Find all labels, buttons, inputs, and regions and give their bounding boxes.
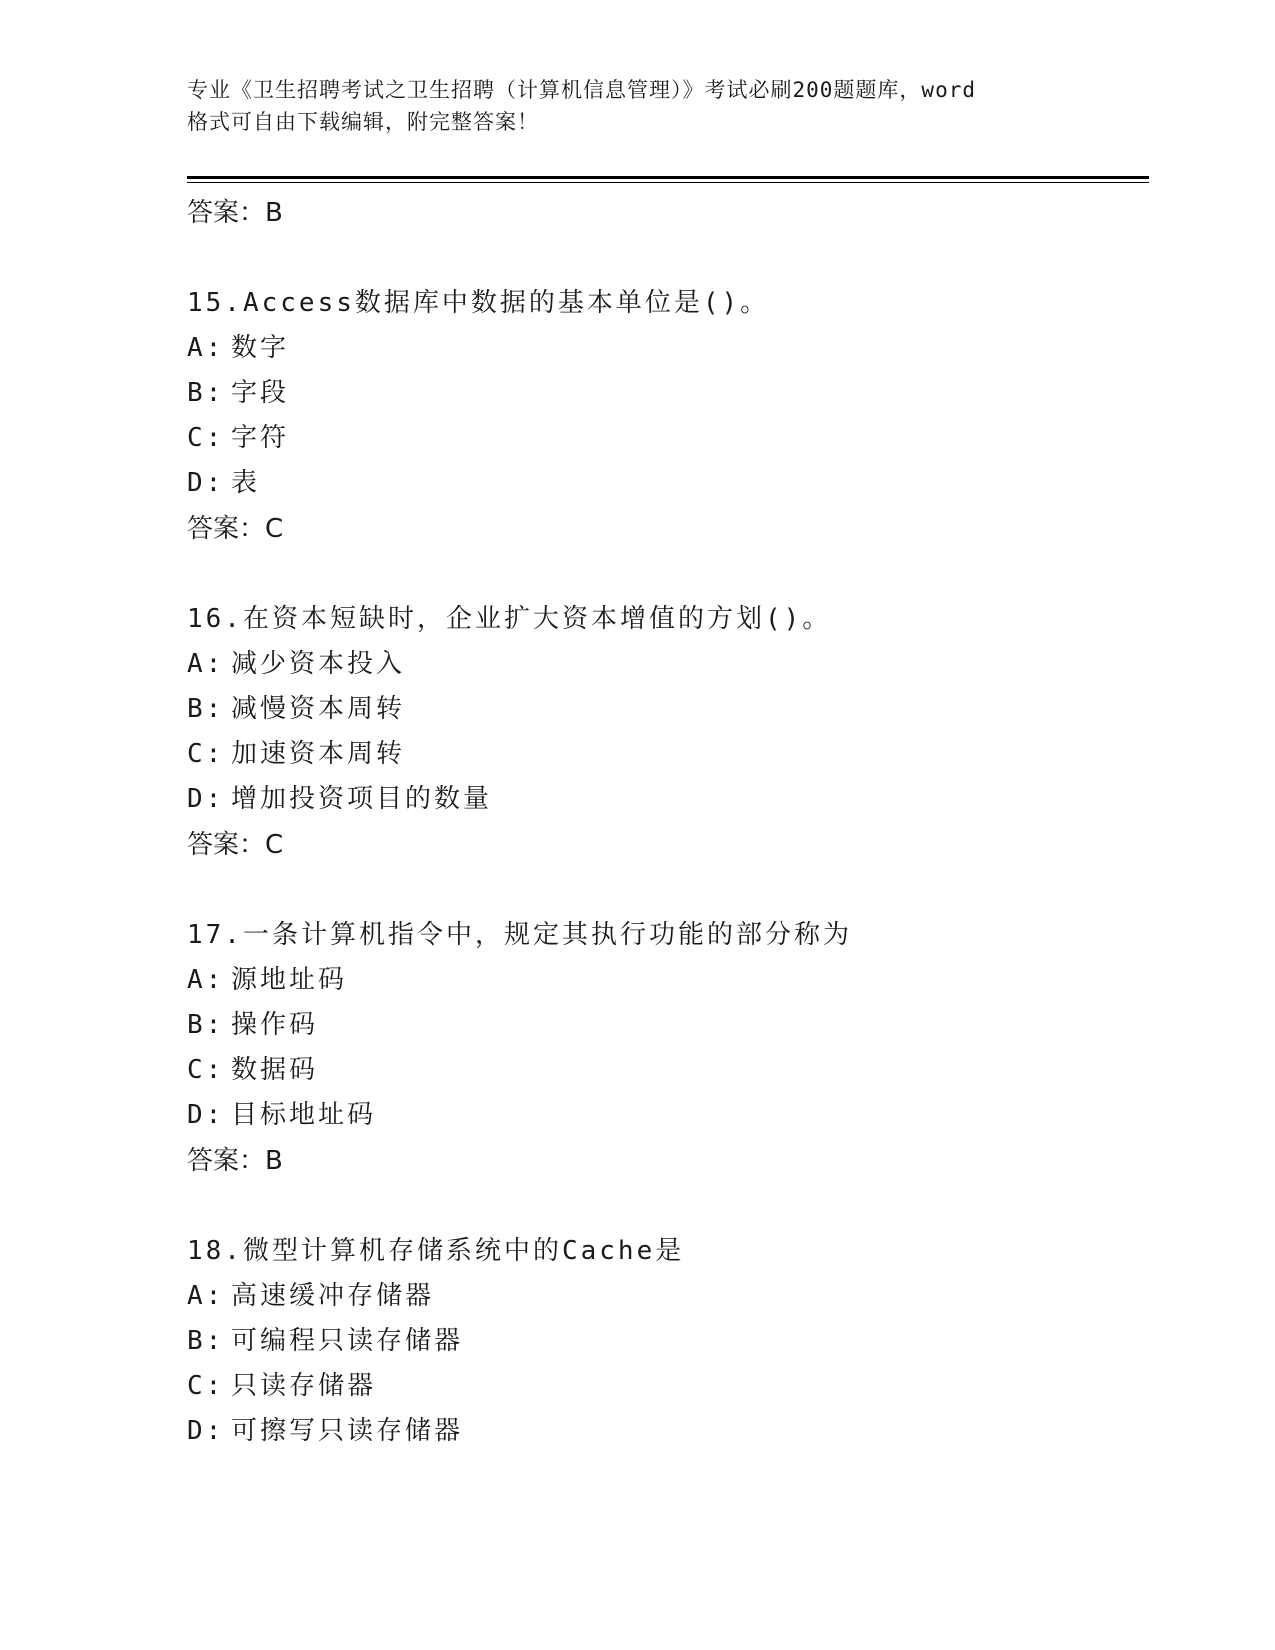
- option-d: [187, 777, 1149, 822]
- option-text: 可擦写只读存储器: [231, 1416, 464, 1446]
- option-text: 只读存储器: [231, 1371, 377, 1401]
- spacer: [187, 868, 1149, 912]
- option-c: [187, 1048, 1149, 1093]
- header-divider-thick: [187, 176, 1149, 179]
- option-d: [187, 1409, 1149, 1454]
- option-d: [187, 461, 1149, 506]
- option-letter: B:: [187, 1326, 225, 1356]
- option-text: 增加投资项目的数量: [231, 784, 493, 814]
- option-letter: C:: [187, 1055, 225, 1085]
- option-text: 可编程只读存储器: [231, 1326, 464, 1356]
- option-letter: D:: [187, 468, 225, 498]
- option-b: [187, 371, 1149, 416]
- option-letter: B:: [187, 694, 225, 724]
- option-text: 减少资本投入: [231, 649, 406, 679]
- option-letter: D:: [187, 1416, 225, 1446]
- option-a: [187, 642, 1149, 687]
- option-text: 目标地址码: [231, 1100, 377, 1130]
- option-text: 源地址码: [231, 965, 348, 995]
- answer-line: 答案：B: [187, 1146, 283, 1176]
- question-text: 16.在资本短缺时，企业扩大资本增值的方划()。: [187, 604, 832, 634]
- question-block: [187, 912, 1149, 1184]
- option-a: [187, 958, 1149, 1003]
- option-letter: B:: [187, 378, 225, 408]
- spacer: [187, 236, 1149, 280]
- option-b: [187, 687, 1149, 732]
- option-letter: A:: [187, 649, 225, 679]
- question-list: [187, 190, 1149, 1454]
- option-c: [187, 416, 1149, 461]
- spacer: [187, 552, 1149, 596]
- question-block: [187, 280, 1149, 552]
- option-b: [187, 1319, 1149, 1364]
- option-letter: A:: [187, 1281, 225, 1311]
- option-letter: D:: [187, 784, 225, 814]
- option-letter: A:: [187, 965, 225, 995]
- option-c: [187, 732, 1149, 777]
- question-block: [187, 1228, 1149, 1454]
- option-text: 表: [231, 468, 261, 498]
- option-text: 字段: [231, 378, 290, 408]
- option-letter: C:: [187, 423, 225, 453]
- document-header: [187, 74, 1087, 138]
- option-text: 减慢资本周转: [231, 694, 406, 724]
- answer-line: 答案：C: [187, 514, 284, 544]
- spacer: [187, 1184, 1149, 1228]
- option-text: 数字: [231, 333, 290, 363]
- question-text: 17.一条计算机指令中，规定其执行功能的部分称为: [187, 920, 852, 950]
- option-text: 数据码: [231, 1055, 319, 1085]
- question-text: 18.微型计算机存储系统中的Cache是: [187, 1236, 685, 1266]
- header-line-2: 格式可自由下载编辑，附完整答案！: [187, 110, 539, 134]
- header-divider-thin: [187, 182, 1149, 183]
- option-text: 高速缓冲存储器: [231, 1281, 435, 1311]
- option-a: [187, 1274, 1149, 1319]
- option-text: 操作码: [231, 1010, 319, 1040]
- question-text: 15.Access数据库中数据的基本单位是()。: [187, 288, 770, 318]
- option-b: [187, 1003, 1149, 1048]
- option-letter: C:: [187, 739, 225, 769]
- option-letter: B:: [187, 1010, 225, 1040]
- answer-line: 答案：B: [187, 198, 283, 228]
- option-c: [187, 1364, 1149, 1409]
- answer-line: 答案：C: [187, 830, 284, 860]
- option-d: [187, 1093, 1149, 1138]
- option-text: 字符: [231, 423, 290, 453]
- option-text: 加速资本周转: [231, 739, 406, 769]
- option-a: [187, 326, 1149, 371]
- header-line-1: 专业《卫生招聘考试之卫生招聘（计算机信息管理）》考试必刷200题题库，word: [187, 78, 976, 102]
- option-letter: A:: [187, 333, 225, 363]
- option-letter: C:: [187, 1371, 225, 1401]
- question-block: [187, 596, 1149, 868]
- option-letter: D:: [187, 1100, 225, 1130]
